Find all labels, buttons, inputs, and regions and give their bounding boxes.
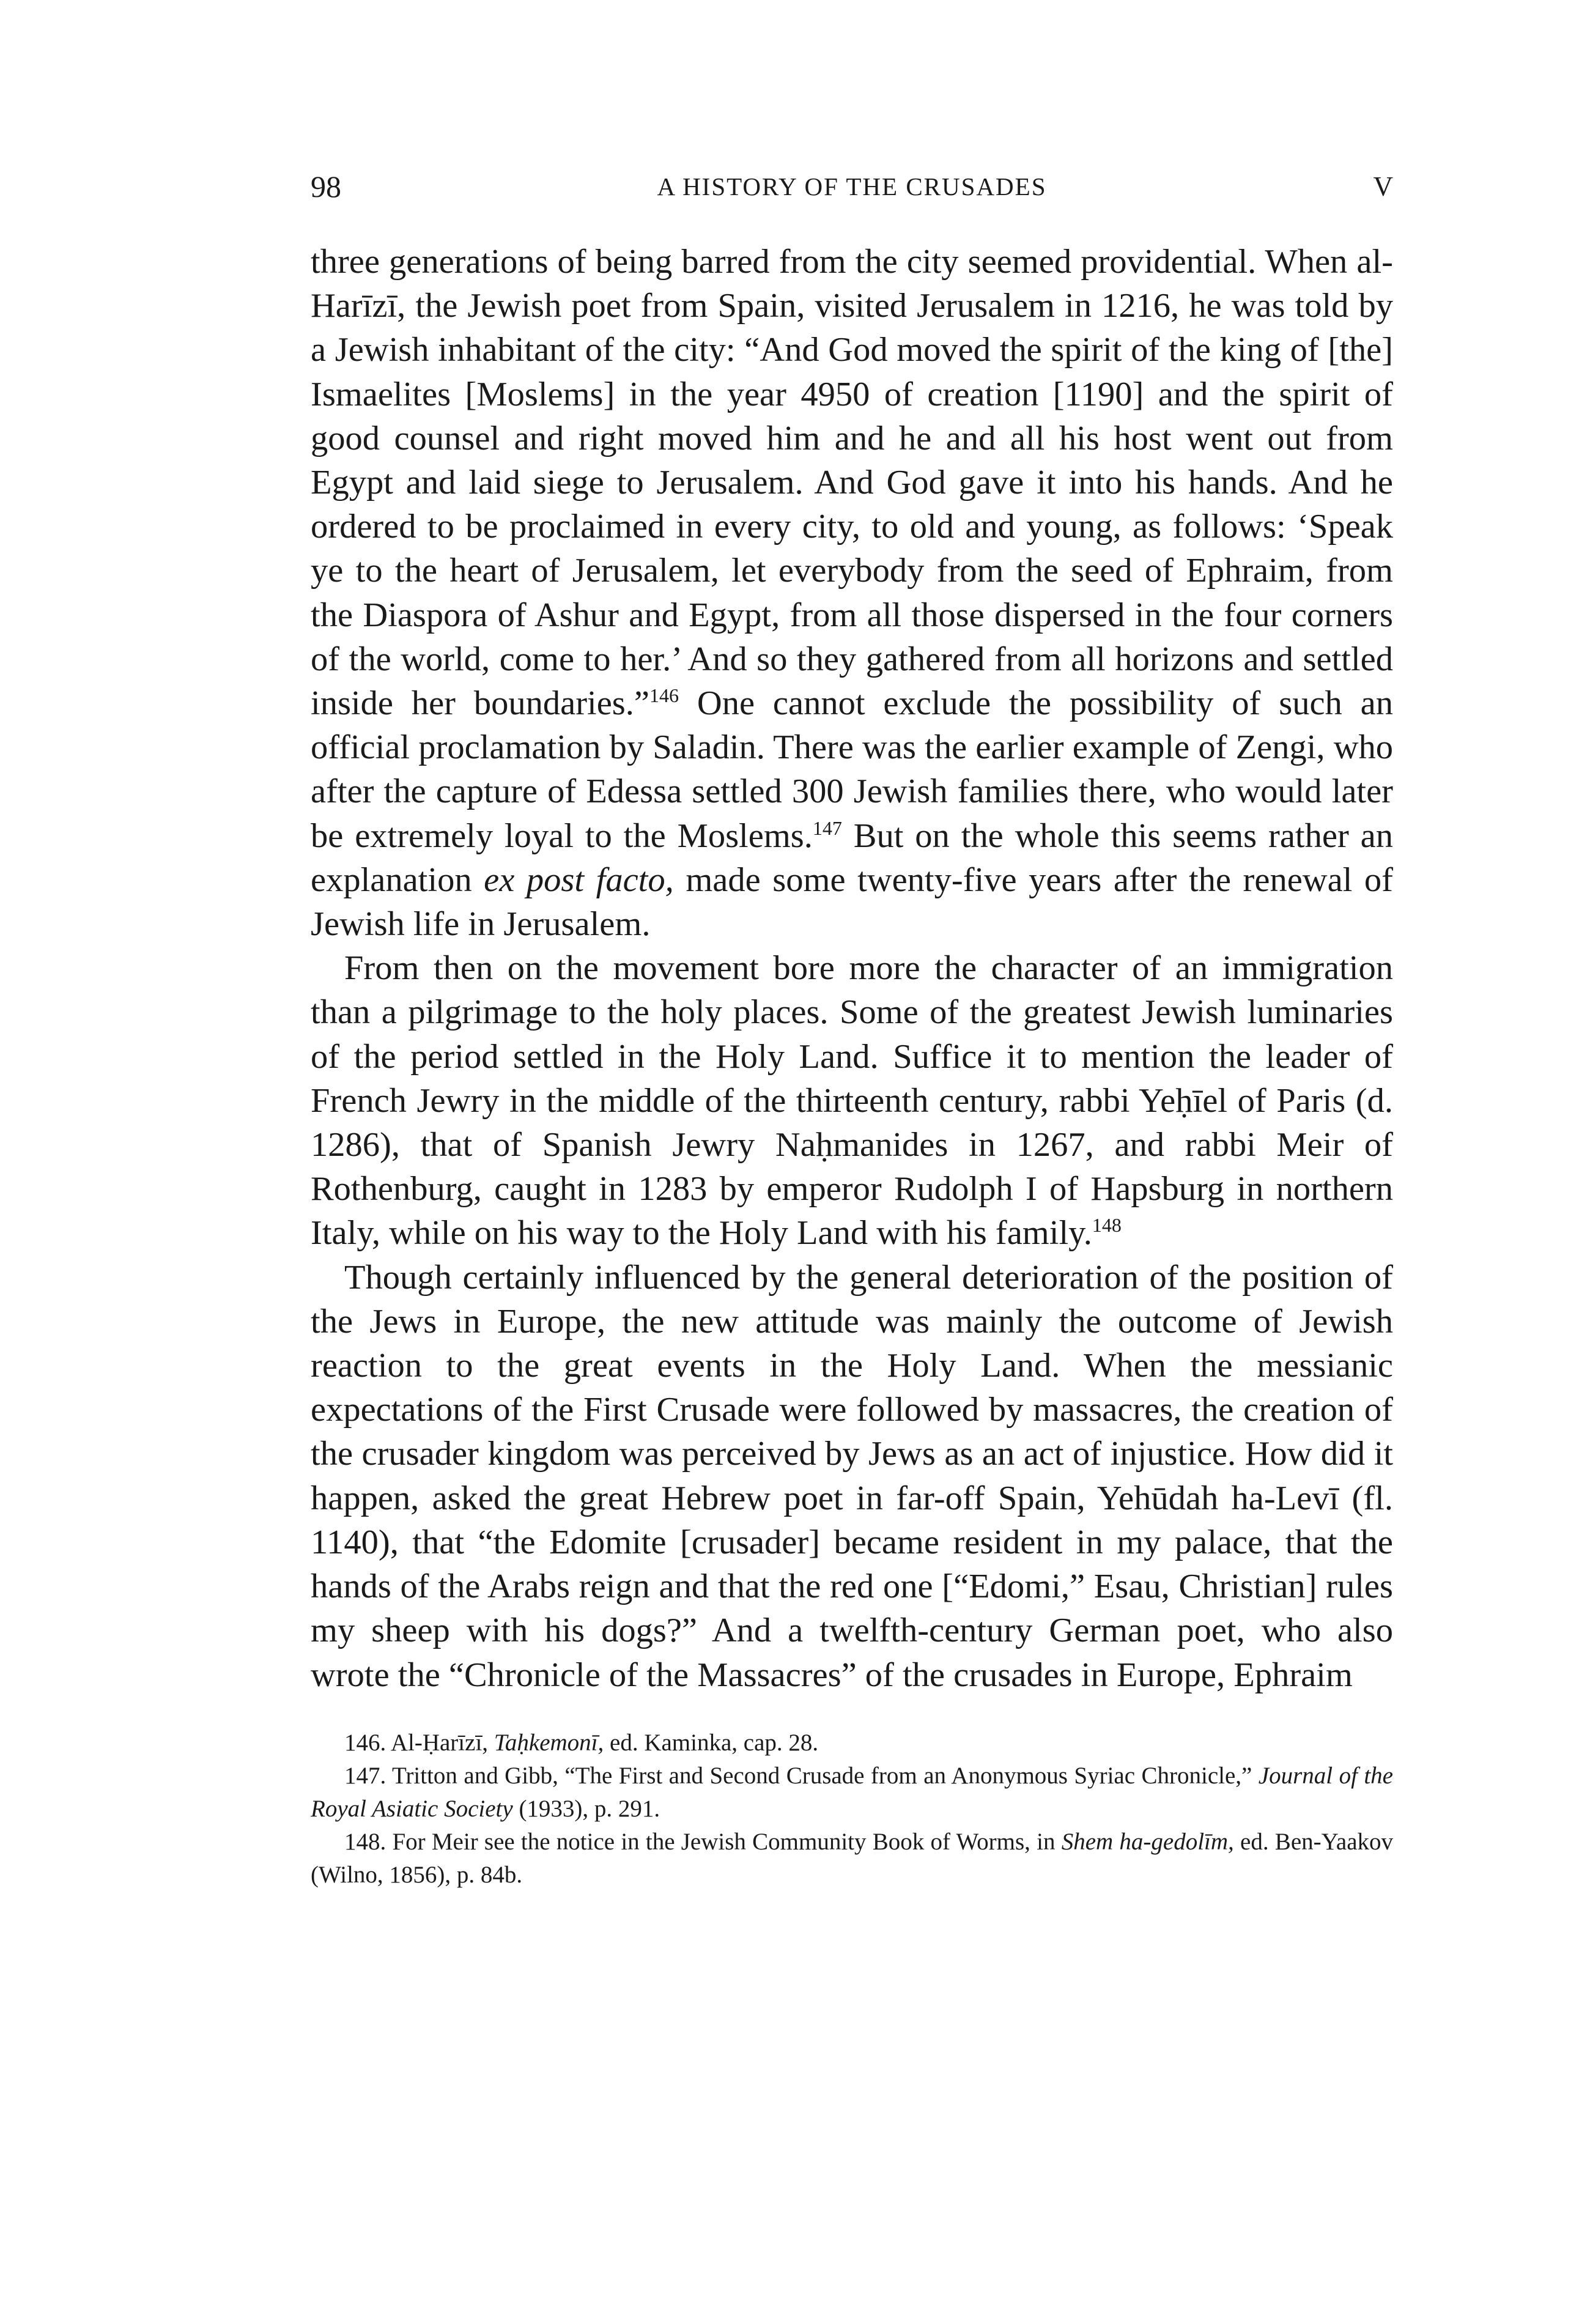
paragraph-1-italic: ex post facto, (484, 860, 674, 899)
footnote-ref-147: 147 (812, 816, 842, 839)
footnote-146-text-b: ed. Kaminka, cap. 28. (604, 1729, 819, 1756)
footnote-148 (311, 1826, 1393, 1892)
page-number: 98 (311, 169, 341, 204)
footnote-147 (311, 1760, 1393, 1826)
body-text (311, 240, 1393, 1697)
footnote-148-text-a: 148. For Meir see the notice in the Jewish Community Book of Worms, in (344, 1828, 1062, 1855)
footnote-146-text-a: 146. Al-Ḥarīzī, (344, 1729, 494, 1756)
chapter-number: V (1373, 171, 1393, 202)
paragraph-3 (311, 1256, 1393, 1697)
footnote-147-text-a: 147. Tritton and Gibb, “The First and Second Crusade from an Anonymous Syriac Chronicle,” (344, 1762, 1259, 1789)
paragraph-1 (311, 240, 1393, 946)
footnote-147-italic: Journal of the Royal Asiatic Society (311, 1762, 1393, 1822)
paragraph-1-text-b: One cannot exclude the possibility of such an official proclamation by Saladin. There was the earlier example of Zengi, who after the capture of Edessa settled 300 Jewish families there, who would later be extremely loyal to the Moslems. (311, 684, 1393, 855)
footnote-148-italic: Shem ha-gedolīm, (1061, 1828, 1234, 1855)
paragraph-1-text-c: But on the whole this seems rather an explanation (311, 816, 1393, 899)
paragraph-2-text: From then on the movement bore more the character of an immigration than a pilgrimage to the holy places. Some of the greatest Jewish luminaries of the period settled in the Holy Land. Suffice it to mention the leader of French Jewry in the middle of the thirteenth century, rabbi Yeḥīel of Paris (d. 1286), that of Spanish Jewry Naḥmanides in 1267, and rabbi Meir of Rothenburg, caught in 1283 by emperor Rudolph I of Hapsburg in northern Italy, while on his way to the Holy Land with his family. (311, 949, 1393, 1253)
footnote-147-text-b: (1933), p. 291. (512, 1795, 660, 1822)
running-title: A HISTORY OF THE CRUSADES (657, 172, 1047, 201)
paragraph-1-text-a: three generations of being barred from the city seemed providential. When al-Harīzī, the Jewish poet from Spain, visited Jerusalem in 1216, he was told by a Jewish inhabitant of the city: “And God moved the spirit of the king of [the] Ismaelites [Moslems] in the year 4950 of creation [1190] and the spirit of good counsel and right moved him and he and all his host went out from Egypt and laid siege to Jerusalem. And God gave it into his hands. And he ordered to be proclaimed in every city, to old and young, as follows: ‘Speak ye to the heart of Jerusalem, let everybody from the seed of Ephraim, from the Diaspora of Ashur and Egypt, from all those dispersed in the four corners of the world, come to her.’ And so they gathered from all horizons and settled inside her boundaries.” (311, 243, 1393, 723)
footnote-ref-148: 148 (1092, 1214, 1122, 1237)
book-page (311, 165, 1393, 1892)
footnote-146 (311, 1726, 1393, 1760)
footnotes (311, 1726, 1393, 1892)
running-head (311, 165, 1393, 208)
footnote-ref-146: 146 (649, 684, 679, 707)
footnote-146-italic: Taḥkemonī, (494, 1729, 604, 1756)
footnote-148-text-b: ed. Ben-Yaakov (Wilno, 1856), p. 84b. (311, 1828, 1393, 1888)
paragraph-2 (311, 946, 1393, 1255)
paragraph-1-text-d: made some twenty-five years after the renewal of Jewish life in Jerusalem. (311, 860, 1393, 944)
paragraph-3-text: Though certainly influenced by the general deterioration of the position of the Jews in Europe, the new attitude was mainly the outcome of Jewish reaction to the great events in the Holy Land. When the messianic expectations of the First Crusade were followed by massacres, the creation of the crusader kingdom was perceived by Jews as an act of injustice. How did it happen, asked the great Hebrew poet in far-off Spain, Yehūdah ha-Levī (fl. 1140), that “the Edomite [crusader] became resident in my palace, that the hands of the Arabs reign and that the red one [“Edomi,” Esau, Christian] rules my sheep with his dogs?” And a twelfth-century German poet, who also wrote the “Chronicle of the Massacres” of the crusades in Europe, Ephraim (311, 1258, 1393, 1694)
